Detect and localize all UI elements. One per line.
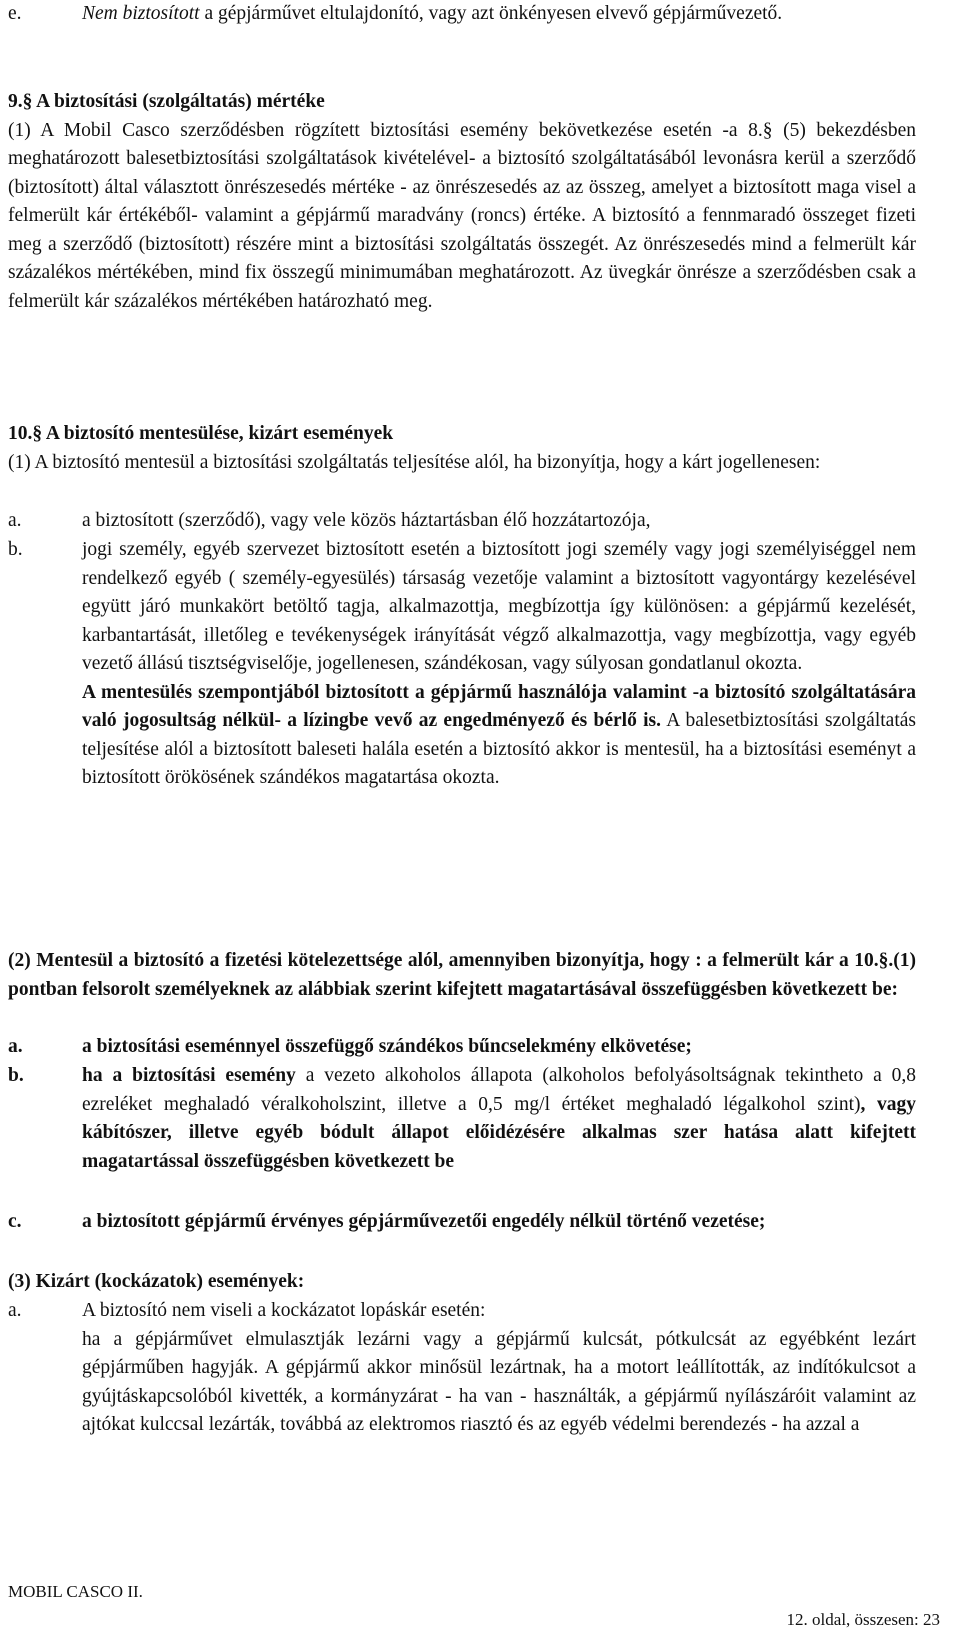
subsection-3-heading: (3) Kizárt (kockázatok) események: bbox=[8, 1271, 305, 1292]
subsection-2-item-b-bold1: ha a biztosítási esemény bbox=[82, 1065, 296, 1086]
subsection-2-item-b-plain: a vezeto alkoholos állapota (alkoholos befolyásoltságnak tekintheto a 0,8 ezreléket meghaladó véralkoholszint, illetve a 0,5 mg/l értéket meghaladó légalkohol szint) bbox=[82, 1065, 916, 1115]
section-9-text: (1) A Mobil Casco szerződésben rögzített biztosítási esemény bekövetkezése esetén -a 8.§ (5) bekezdésben meghatározott balesetbiztosítási szolgáltatások kivételével- a biztosító szolgáltatásából levonásra kerül a szerződő (biztosított) által választott önrészesedés mértéke - az önrészesedés az az összeg, amelyet a biztosított maga visel a felmerült kár értékéből- valamint a gépjármű maradvány (roncs) értéke. A biztosító a fennmaradó összeget fizeti meg a szerződő (biztosított) részére mint a biztosítási szolgáltatás összegét. Az önrészesedés mind a felmerült kár százalékos mértékében, mind fix összegű minimumában meghatározott. Az üvegkár önrésze a szerződésben csak a felmerült kár százalékos mértékében határozható meg. bbox=[8, 119, 916, 312]
section-10-intro: (1) A biztosító mentesül a biztosítási szolgáltatás teljesítése alól, ha bizonyítja, hogy a kárt jogellenesen: bbox=[8, 451, 821, 473]
subsection-2-item-a bbox=[8, 1033, 916, 1062]
subsection-3 bbox=[8, 1268, 916, 1297]
subsection-2-heading: (2) Mentesül a biztosító a fizetési kötelezettsége alól, amennyiben bizonyítja, hogy : a felmerült kár a 10.§.(1) pontban felsorolt személyeknek az alábbiak szerint kifejtett magatartásával összefüggésben következett be: bbox=[8, 950, 916, 1000]
section-10-heading: 10.§ A biztosító mentesülése, kizárt események bbox=[8, 423, 394, 444]
subsection-3-item-a bbox=[8, 1297, 916, 1440]
subsection-2-item-c-text: a biztosított gépjármű érvényes gépjárművezetői engedély nélkül történő vezetése; bbox=[82, 1211, 766, 1232]
section-10-item-a bbox=[8, 507, 916, 536]
subsection-3-item-a-cont: ha a gépjárművet elmulasztják lezárni vagy a gépjármű kulcsát, pótkulcsát az egyébként lezárt gépjárműben hagyják. A gépjármű akkor minősül lezártnak, ha a motort leállították, az indítókulcsot a gyújtáskapcsolóból kivették, a kormányzárat - ha van - használták, a gépjármű nyílászáróit valamint az ajtókat kulccsal lezárták, továbbá az elektromos riasztó és az egyéb védelmi berendezés - ha azzal a bbox=[82, 1328, 916, 1435]
section-10-item-a-label: a. bbox=[8, 510, 22, 531]
section-10-item-b-text: jogi személy, egyéb szervezet biztosított esetén a biztosított jogi személy vagy jogi személyiséggel nem rendelkező egyéb ( személy-egyesülés) társaság vezetője valamint a biztosított vagyontárgy kezelésével együtt járó munkakört betöltő tagja, alkalmazottja, megbízottja így különösen: a gépjármű kezelését, karbantartását, illetőleg e tevékenységek irányítását végző alkalmazottja, vagy megbízottja, vagy egyéb vezető állású tisztségviselője, jogellenesen, szándékosan, vagy súlyosan gondatlanul okozta. bbox=[82, 539, 916, 674]
section-10-item-b-bold: A mentesülés szempontjából biztosított a gépjármű használója valamint -a biztosító szolgáltatására való jogosultság nélkül- a lízingbe vevő az engedményező és bérlő is. bbox=[82, 681, 916, 731]
item-e-text bbox=[82, 0, 916, 29]
section-10-item-a-text: a biztosított (szerződő), vagy vele közös háztartásban élő hozzátartozója, bbox=[82, 510, 651, 531]
subsection-2-item-b-text bbox=[82, 1062, 916, 1176]
section-10-item-b bbox=[8, 536, 916, 793]
subsection-2-item-a-text: a biztosítási eseménnyel összefüggő szándékos bűncselekmény elkövetése; bbox=[82, 1036, 692, 1057]
section-10-item-b-after: A balesetbiztosítási szolgáltatás teljesítése alól a biztosított baleseti halála esetén a biztosító akkor is mentesül, ha a biztosítási eseményt a biztosított örökösének szándékos magatartása okozta. bbox=[82, 710, 916, 788]
section-10-item-b-note bbox=[82, 679, 916, 793]
section-9-heading: 9.§ A biztosítási (szolgáltatás) mértéke bbox=[8, 91, 325, 112]
subsection-3-item-a-text: A biztosító nem viseli a kockázatot lopáskár esetén: bbox=[82, 1300, 486, 1321]
section-9 bbox=[8, 88, 916, 316]
subsection-2 bbox=[8, 947, 916, 1004]
section-10-item-b-label: b. bbox=[8, 539, 23, 560]
subsection-2-item-a-label: a. bbox=[8, 1036, 23, 1057]
footer-page-number: 12. oldal, összesen: 23 bbox=[786, 1610, 940, 1629]
section-10 bbox=[8, 420, 916, 477]
item-e-italic: Nem biztosított bbox=[82, 3, 200, 24]
subsection-2-item-c-label: c. bbox=[8, 1211, 22, 1232]
subsection-2-item-b bbox=[8, 1062, 916, 1176]
footer-left: MOBIL CASCO II. bbox=[8, 1582, 143, 1601]
subsection-2-item-b-label: b. bbox=[8, 1065, 24, 1086]
item-e-label: e. bbox=[8, 3, 22, 24]
item-e-rest: a gépjárművet eltulajdonító, vagy azt önkényesen elvevő gépjárművezető. bbox=[199, 3, 783, 24]
subsection-3-item-a-label: a. bbox=[8, 1300, 22, 1321]
subsection-2-item-b-bold2: , vagy kábítószer, illetve egyéb bódult állapot előidézésére alkalmas szer hatása alatt kifejtett magatartással összefüggésben következett be bbox=[82, 1093, 917, 1172]
item-e bbox=[8, 0, 916, 29]
subsection-2-item-c bbox=[8, 1208, 916, 1237]
